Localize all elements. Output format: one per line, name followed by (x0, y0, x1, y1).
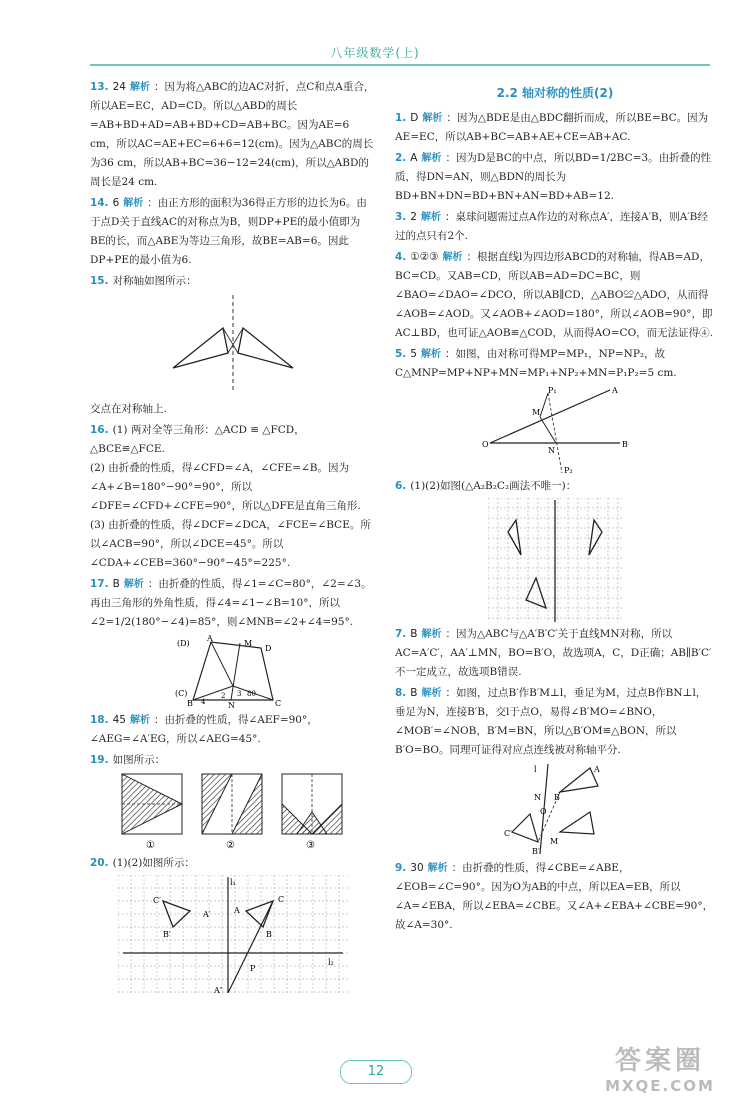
svg-text:O: O (482, 440, 489, 449)
answer-14: 14. 6 解析 ：由正方形的面积为36得正方形的边长为6。由于点D关于直线AC的对称点为B，则DP+PE的最小值即为BE的长，而△ABE为等边三角形，故BE=AB=6。因此DP+PE的最小值为6. (90, 197, 367, 266)
svg-text:N: N (534, 793, 541, 802)
answer-r5: 5. 5 解析 ：如图，由对称可得MP=MP₁，NP=NP₂，故C△MNP=MP+NP+MN=MP₁+NP₂+MN=P₁P₂=5 cm. O A B P₁ M P₂ N (395, 348, 677, 475)
answer-18: 18. 45 解析 ：由折叠的性质，得∠AEF=90°，∠AEG=∠A′EG，所以∠AEG=45°. (90, 714, 318, 745)
svg-text:M: M (550, 837, 559, 846)
svg-text:B′: B′ (162, 930, 171, 939)
figure-15-symmetry (153, 293, 313, 398)
svg-text:B: B (265, 930, 272, 939)
svg-text:P₂: P₂ (564, 466, 573, 475)
figure-20-grid (118, 875, 348, 995)
header-divider (90, 64, 710, 66)
answer-r7: 7. B 解析 ：因为△ABC与△A′B′C′关于直线MN对称，所以AC=A′C′，AA′⊥MN，BO=B′O，故选项A，C，D正确；AB∥B′C′不一定成立，故选项B错误. (395, 628, 712, 678)
answer-r2: 2. A 解析 ：因为D是BC的中点，所以BD=1/2BC=3。由折叠的性质，得DN=AN，则△BDN的周长为BD+BN+DN=BD+BN+AN=BD+AB=12. (395, 152, 712, 202)
answer-r8: 8. B 解析 ：如图，过点B′作B′M⊥l，垂足为M，过点B作BN⊥l，垂足为N，连接B′B，交l于点O，易得∠B′MO=∠BNO，∠MOB′=∠NOB，B′M=BN，所以△B′OM≌△BON，所以B′O=BO。同理可证得对应点连线被对称轴平分. l A N B O M C′ B′ (395, 687, 707, 856)
svg-text:l₂: l₂ (327, 958, 334, 967)
answer-15: 15. 对称轴如图所示： 交点在对称轴上. (90, 272, 375, 419)
section-title: 2.2 轴对称的性质(2) (496, 86, 614, 100)
svg-text:A′: A′ (202, 910, 211, 919)
svg-text:C′: C′ (152, 896, 161, 905)
svg-text:B: B (622, 440, 628, 449)
figure-19-patterns (120, 772, 345, 852)
svg-text:P₁: P₁ (548, 386, 557, 395)
answer-r4: 4. ①②③ 解析 ：根据直线l为四边形ABCD的对称轴，得AB=AD，BC=CD。又AB=CD，所以AB=AD=DC=BC，则∠BAO=∠DAO=∠DCO，所以AB∥CD，△ABO≌△ADO，从而得∠AOB=∠AOD。又∠AOB+∠AOD=180°，所以∠AOB=90°，即AC⊥BD，也可证△AOB≌△COD，从而得AO=CO，而无法证得④. (395, 251, 714, 339)
answer-16: 16. (1) 两对全等三角形：△ACD ≌ △FCD，△BCE≌△FCE. (2) 由折叠的性质，得∠CFD=∠A，∠CFE=∠B。因为∠A+∠B=180°−90°=90°，所以∠DFE=∠CFD+∠CFE=90°，所以△DFE是直角三角形. (3) 由折叠的性质，得∠DCF=∠DCA，∠FCE=∠BCE。所以∠ACB=90°，所以∠DCE=45°。所以∠CDA+∠CEB=360°−90°−45°=225°. (90, 424, 371, 569)
figure-r8-symmetry (490, 762, 620, 857)
answer-20: 20. (1)(2)如图所示： C′ C B′ B A′ A P A″ l₁ l₂ (90, 854, 375, 995)
left-column (90, 78, 375, 997)
fig19-label-2: ② (226, 840, 235, 851)
svg-text:(C): (C) (174, 689, 187, 698)
svg-text:A: A (206, 634, 213, 643)
page-number: 12 (340, 1060, 412, 1084)
svg-text:4: 4 (200, 698, 205, 706)
svg-text:A: A (594, 765, 600, 774)
answer-19: 19. 如图所示： ① ② ③ (90, 751, 375, 852)
svg-text:(D): (D) (176, 639, 190, 648)
svg-text:M: M (243, 639, 252, 648)
fig19-label-1: ① (146, 840, 155, 851)
svg-text:O: O (540, 807, 547, 816)
svg-text:D: D (264, 644, 271, 653)
svg-text:N: N (548, 446, 555, 455)
answer-r6: 6. (1)(2)如图(△A₂B₂C₂画法不唯一)： (395, 477, 715, 623)
answer-17: 17. B 解析 ：由折叠的性质，得∠1=∠C=80°，∠2=∠3。再由三角形的外角性质，得∠4=∠1−∠B=10°，所以∠2=1/2(180°−∠4)=85°，则∠MNB=∠2+∠4=95°. A M D (D) (C) B N C 2 3 80 4 (90, 578, 372, 709)
figure-17-quadrilateral (173, 634, 293, 709)
svg-text:C′: C′ (504, 829, 512, 838)
right-column (395, 78, 715, 937)
svg-text:P: P (249, 964, 255, 973)
svg-text:A″: A″ (213, 986, 223, 995)
svg-text:B: B (554, 793, 560, 802)
svg-text:N: N (227, 701, 235, 709)
svg-text:B′: B′ (532, 847, 540, 856)
fig19-label-3: ③ (306, 840, 315, 851)
answer-r1: 1. D 解析 ：因为△BDE是由△BDC翻折而成，所以BE=BC。因为AE=EC，所以AB+BC=AB+AE+CE=AB+AC. (395, 112, 709, 143)
grid-lines (118, 875, 348, 995)
svg-text:3: 3 (236, 690, 241, 698)
svg-text:C: C (277, 895, 284, 904)
figure-r6-grid (488, 498, 623, 623)
svg-text:80: 80 (246, 690, 256, 698)
answer-13: 13. 24 解析 ：因为将△ABC的边AC对折，点C和点A重合，所以AE=EC，AD=CD。所以△ABD的周长=AB+BD+AD=AB+BD+CD=AB+BC。因为AE=6 cm，所以AC=AE+EC=6+6=12(cm)。因为△ABC的周长为36 cm，所以AB+BC=36−12=24(cm)，所以△ABD的周长是24 cm. (90, 81, 375, 188)
figure-r5-angle (480, 385, 630, 475)
svg-text:l₁: l₁ (229, 878, 236, 887)
svg-text:A: A (612, 386, 618, 395)
svg-text:l: l (534, 765, 537, 774)
answer-r3: 3. 2 解析 ：桌球问题需过点A作边的对称点A′，连接A′B，则A′B经过的点只有2个. (395, 211, 708, 242)
svg-text:M: M (532, 408, 541, 417)
page-header: 八年级数学(上) (330, 46, 420, 60)
answer-15-note: 交点在对称轴上. (90, 403, 167, 415)
svg-text:C: C (274, 699, 281, 708)
answer-r9: 9. 30 解析 ：由折叠的性质，得∠CBE=∠ABE，∠EOB=∠C=90°。因为O为AB的中点，所以EA=EB，所以∠A=∠EBA，所以∠EBA=∠CBE。又∠A+∠EBA+∠CBE=90°，故∠A=30°. (395, 862, 714, 931)
svg-text:A: A (233, 906, 240, 915)
watermark: 答案圈 MXQE.COM (605, 1046, 715, 1095)
svg-text:B: B (186, 699, 193, 708)
svg-text:2: 2 (220, 692, 225, 700)
